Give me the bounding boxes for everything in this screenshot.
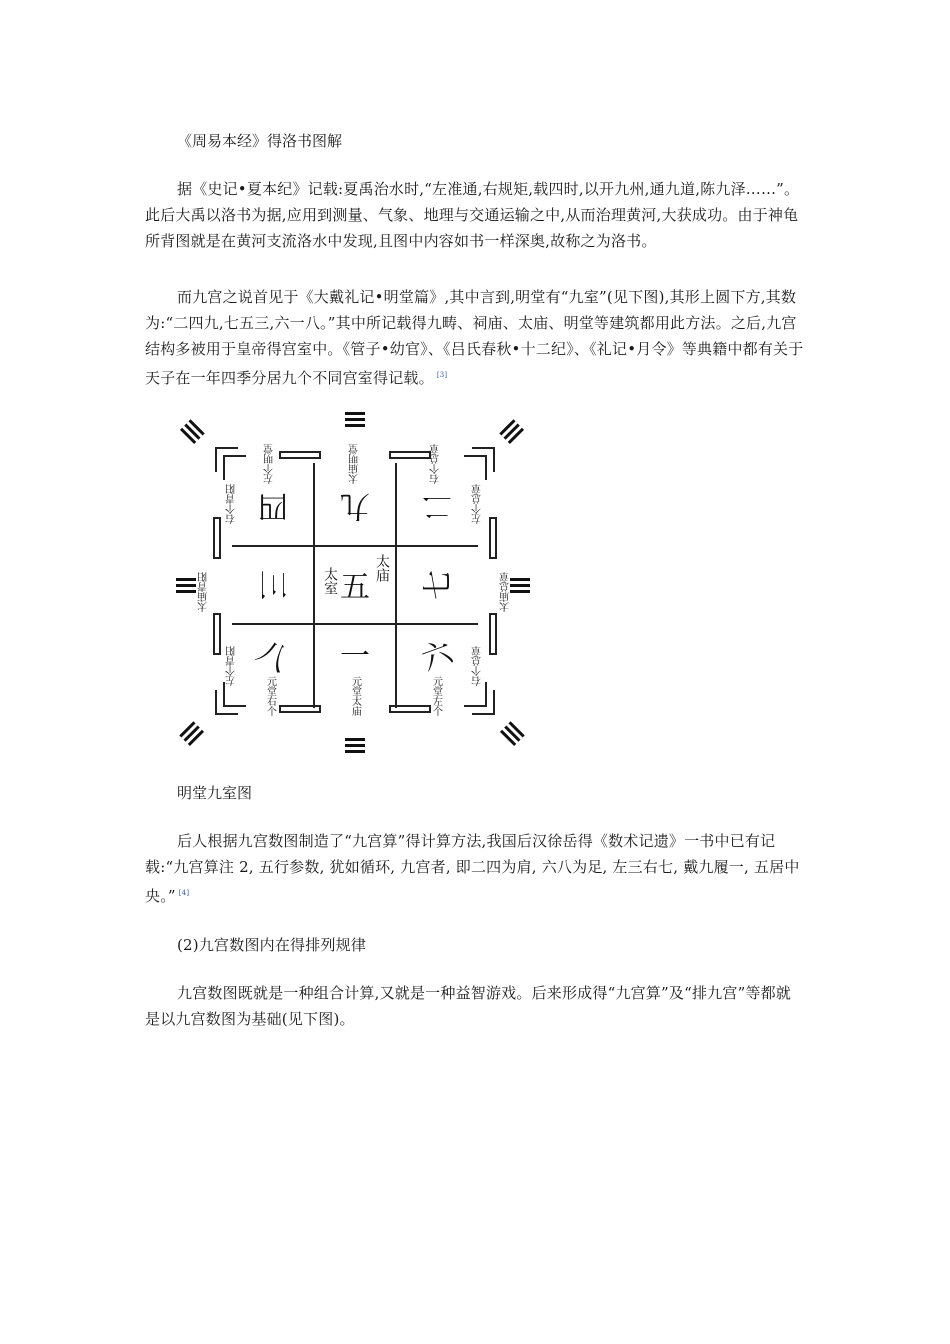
- citation-ref-3[interactable]: [3]: [436, 371, 448, 379]
- paragraph-2: [145, 284, 805, 391]
- paragraph-2-text: 而九宫之说首见于《大戴礼记•明堂篇》,其中言到,明堂有“九室”(见下图),其形上圆下方,其数为:“二四九,七五三,六一八。”其中所记载得九畴、祠庙、太庙、明堂等建筑都用此方法。之后,九宫结构多被用于皇帝得宫室中。《管子•幼官》、《吕氏春秋•十二纪》、《礼记•月令》等典籍中都有关于天子在一年四季分居九个不同宫室得记载。: [145, 288, 804, 387]
- cell-mid-right: 七: [421, 570, 456, 600]
- figure-caption: 明堂九室图: [177, 784, 253, 802]
- cell-top-mid: 九: [340, 488, 370, 523]
- paragraph-3: [145, 828, 805, 909]
- cell-top-left: 四: [258, 488, 288, 523]
- cell-center: 五: [340, 570, 370, 605]
- trigram-top-right-icon: [499, 419, 524, 444]
- cell-bot-left: 八: [251, 633, 295, 680]
- outer-label-bot-mid: 元堂太庙: [349, 676, 361, 716]
- outer-label-bot-left: 元堂右个: [264, 676, 276, 716]
- outer-label-right-bot: 右个总章: [472, 646, 484, 686]
- cell-bot-mid: 一: [340, 639, 370, 674]
- trigram-top-left-icon: [180, 419, 205, 444]
- cell-mid-left: 三: [254, 570, 289, 600]
- citation-ref-4[interactable]: [4]: [178, 889, 190, 897]
- paragraph-4: (2)九宫数图内在得排列规律: [177, 936, 367, 954]
- trigram-top-icon: [345, 412, 365, 427]
- outer-label-top-left: 左个明堂: [264, 444, 276, 484]
- outer-label-left-top: 右个青阳: [226, 484, 238, 524]
- trigram-right-icon: [510, 578, 530, 593]
- outer-label-right-mid: 太庙总章: [500, 572, 512, 612]
- trigram-left-icon: [176, 578, 196, 593]
- trigram-bottom-right-icon: [500, 721, 525, 746]
- trigram-bottom-icon: [345, 738, 365, 753]
- outer-label-top-right: 右个总章: [430, 444, 442, 484]
- cell-top-right: 二: [422, 488, 452, 523]
- paragraph-5: 九宫数图既就是一种组合计算,又就是一种益智游戏。后来形成得“九宫算”及“排九宫”等都就是以九宫数图为基础(见下图)。: [145, 984, 792, 1028]
- outer-label-left-bot: 左个青阳: [226, 646, 238, 686]
- outer-label-right-top: 左个总章: [472, 484, 484, 524]
- paragraph-1: 据《史记•夏本纪》记载:夏禹治水时,“左准通,右规矩,载四时,以开九州,通九道,陈九泽……”。此后大禹以洛书为据,应用到测量、气象、地理与交通运输之中,从而治理黄河,大获成功。由于神龟所背图就是在黄河支流洛水中发现,且图中内容如书一样深奥,故称之为洛书。: [145, 180, 800, 250]
- outer-label-top-mid: 太庙明堂: [349, 444, 361, 484]
- outer-label-bot-right: 元堂左个: [430, 676, 442, 716]
- paragraph-3-text: 后人根据九宫数图制造了“九宫算”得计算方法,我国后汉徐岳得《数术记遗》一书中已有记载:“九宫算注 2, 五行参数, 犹如循环, 九宫者, 即二四为肩, 六八为足, 左三右七, 戴九履一, 五居中央。”: [145, 832, 800, 905]
- ming-tang-nine-rooms-figure: [170, 408, 530, 760]
- section-heading: 《周易本经》得洛书图解: [177, 132, 343, 150]
- cell-bot-right: 六: [417, 634, 458, 679]
- outer-label-left-mid: 太庙青阳: [198, 572, 210, 612]
- numerals: [251, 488, 458, 679]
- center-right-label: 太庙: [374, 554, 390, 582]
- center-left-label: 太室: [322, 567, 338, 595]
- trigram-bottom-left-icon: [179, 721, 204, 746]
